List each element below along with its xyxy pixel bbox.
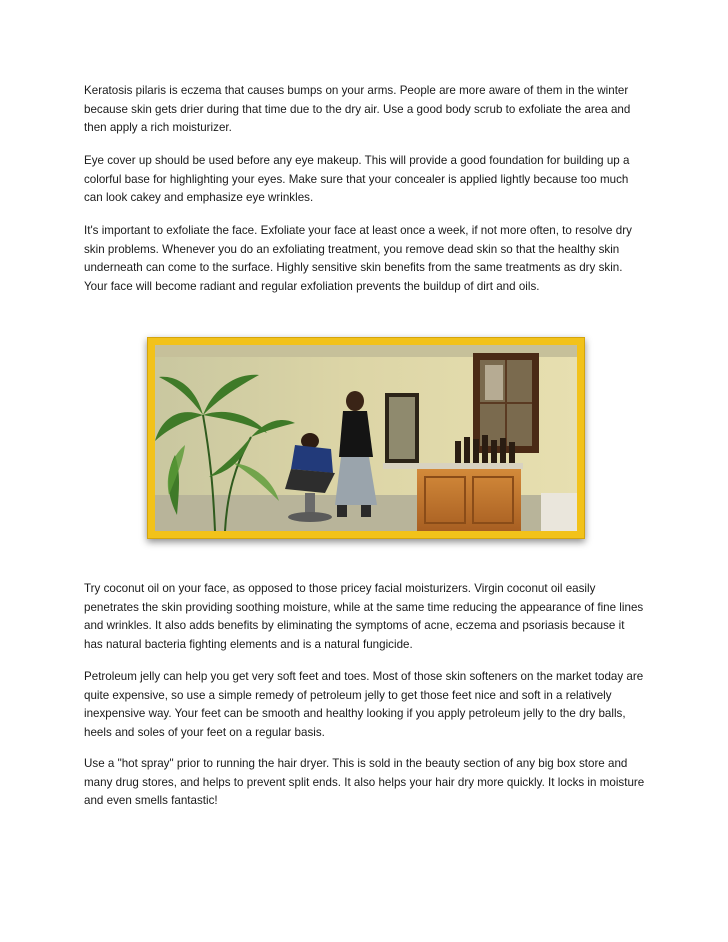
salon-photo-frame bbox=[147, 337, 585, 539]
paragraph-coconut-oil: Try coconut oil on your face, as opposed to those pricey facial moisturizers. Virgin coconut oil easily penetrates the skin providing soothing moisture, while at the same time reducing the appearance of fine lines and wrinkles. It also adds benefits by eliminating the symptoms of acne, eczema and psoriasis because it has natural bacteria fighting elements and is a natural fungicide. bbox=[84, 582, 644, 651]
salon-photo bbox=[155, 345, 577, 531]
salon-interior-image bbox=[155, 345, 577, 531]
paragraph-keratosis: Keratosis pilaris is eczema that causes bumps on your arms. People are more aware of them in the winter because skin gets drier during that time due to the dry air. Use a good body scrub to exfoliate the area and then apply a rich moisturizer. bbox=[84, 84, 631, 135]
paragraph-eye-cover: Eye cover up should be used before any eye makeup. This will provide a good foundation for building up a colorful base for highlighting your eyes. Make sure that your concealer is applied lightly because too much can look cakey and emphasize eye wrinkles. bbox=[84, 154, 630, 205]
paragraph-exfoliate: It's important to exfoliate the face. Exfoliate your face at least once a week, if not more often, to resolve dry skin problems. Whenever you do an exfoliating treatment, you remove dead skin so that the healthy skin underneath can come to the surface. Highly sensitive skin benefits from the same treatments as dry skin. Your face will become radiant and regular exfoliation prevents the buildup of dirt and oils. bbox=[84, 224, 632, 293]
paragraph-petroleum-jelly: Petroleum jelly can help you get very soft feet and toes. Most of those skin softeners on the market today are quite expensive, so use a simple remedy of petroleum jelly to get those feet nice and soft in a relatively inexpensive way. Your feet can be smooth and healthy looking if you apply petroleum jelly to the dry balls, heels and soles of your feet on a regular basis. bbox=[84, 670, 644, 739]
paragraph-hot-spray: Use a "hot spray" prior to running the hair dryer. This is sold in the beauty section of any big box store and many drug stores, and helps to prevent split ends. It also helps your hair dry more quickly. It locks in moisture and even smells fantastic! bbox=[84, 757, 645, 808]
